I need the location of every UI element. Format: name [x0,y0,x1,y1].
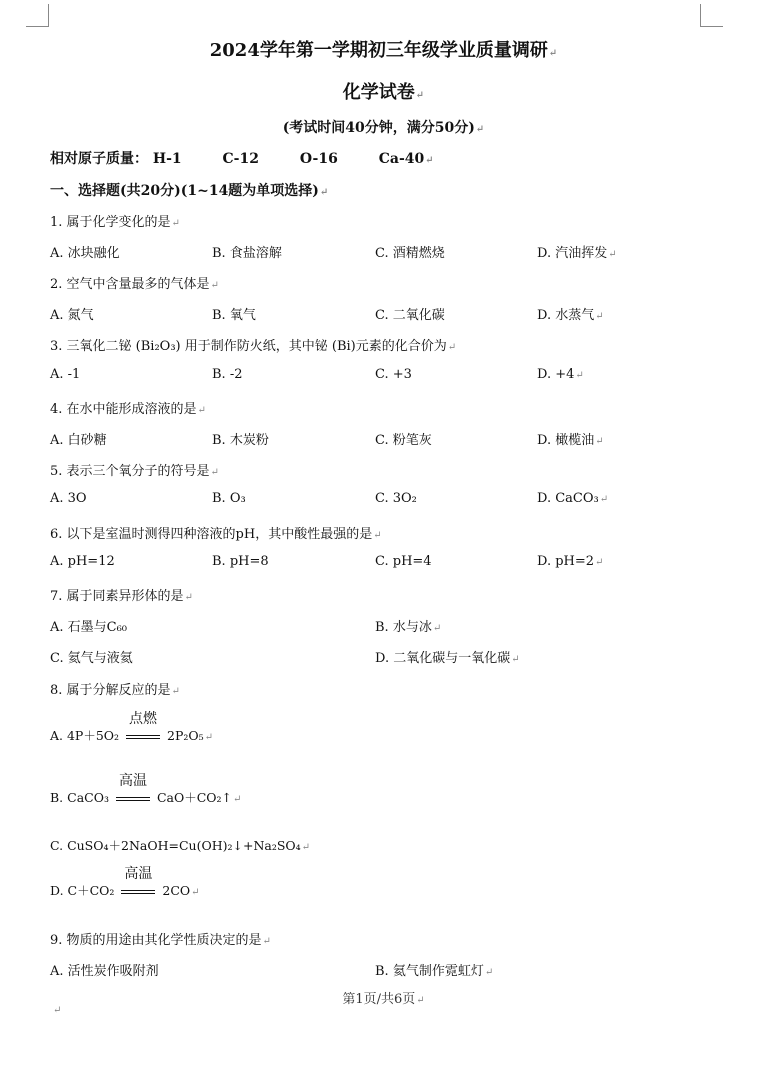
question-8-stem: 8. 属于分解反应的是↵ [50,683,180,698]
q2-option-d: D. 水蒸气↵ [537,308,604,323]
q3-option-a: A. -1 [50,367,81,382]
corner-mark-right [700,4,723,27]
q1-option-a: A. 冰块融化 [50,246,120,261]
q8-option-c: C. CuSO₄＋2NaOH=Cu(OH)₂↓+Na₂SO₄↵ [50,838,311,853]
q8-option-b: B. CaCO₃ 高温 CaO＋CO₂↑↵ [50,788,241,806]
q1-option-b: B. 食盐溶解 [212,246,282,261]
question-3-stem: 3. 三氧化二铋 (Bi₂O₃) 用于制作防火纸，其中铋 (Bi)元素的化合价为↵ [50,339,457,354]
q7-option-b: B. 水与冰↵ [375,620,442,635]
q5-option-c: C. 3O₂ [375,491,417,506]
q5-option-a: A. 3O [50,491,87,506]
question-1-stem: 1. 属于化学变化的是↵ [50,215,180,230]
question-2-stem: 2. 空气中含量最多的气体是↵ [50,277,219,292]
question-7-stem: 7. 属于同素异形体的是↵ [50,589,193,604]
paragraph-mark: ↵ [53,1005,62,1016]
q1-option-c: C. 酒精燃烧 [375,246,445,261]
q1-option-d: D. 汽油挥发↵ [537,246,617,261]
q2-option-a: A. 氮气 [50,308,94,323]
q8-option-d: D. C＋CO₂ 高温 2CO↵ [50,881,200,899]
question-9-stem: 9. 物质的用途由其化学性质决定的是↵ [50,933,271,948]
section-heading: 一、选择题(共20分)(1~14题为单项选择)↵ [50,183,329,199]
q5-option-d: D. CaCO₃↵ [537,491,609,506]
reaction-condition: 高温 [118,773,147,789]
q4-option-d: D. 橄榄油↵ [537,433,604,448]
q7-option-d: D. 二氧化碳与一氧化碳↵ [375,651,520,666]
question-5-stem: 5. 表示三个氧分子的符号是↵ [50,464,219,479]
page-footer: 第1页/共6页↵ [342,992,425,1007]
q5-option-b: B. O₃ [212,491,246,506]
q8-option-a: A. 4P＋5O₂ 点燃 2P₂O₅↵ [50,726,213,744]
q3-option-c: C. +3 [375,367,412,382]
q3-option-b: B. -2 [212,367,243,382]
q7-option-c: C. 氦气与液氦 [50,651,133,666]
atomic-mass-o: O-16 [299,151,338,167]
reaction-condition: 点燃 [129,711,158,727]
atomic-mass-line: 相对原子质量： H-1 C-12 O-16 Ca-40↵ [50,151,434,167]
corner-mark-left [26,4,49,27]
q4-option-a: A. 白砂糖 [50,433,107,448]
atomic-mass-h: H-1 [152,151,182,167]
q4-option-b: B. 木炭粉 [212,433,269,448]
q3-option-d: D. +4↵ [537,367,584,382]
q4-option-c: C. 粉笔灰 [375,433,432,448]
exam-info: (考试时间40分钟，满分50分)↵ [282,120,485,136]
question-6-stem: 6. 以下是室温时测得四种溶液的pH，其中酸性最强的是↵ [50,527,382,542]
q9-option-a: A. 活性炭作吸附剂 [50,964,159,979]
q6-option-b: B. pH=8 [212,554,269,569]
question-4-stem: 4. 在水中能形成溶液的是↵ [50,402,206,417]
q9-option-b: B. 氦气制作霓虹灯↵ [375,964,494,979]
exam-subject: 化学试卷↵ [342,82,425,103]
reaction-condition: 高温 [124,866,153,882]
q7-option-a: A. 石墨与C₆₀ [50,620,128,635]
q6-option-a: A. pH=12 [50,554,115,569]
q2-option-c: C. 二氧化碳 [375,308,445,323]
atomic-mass-c: C-12 [222,151,259,167]
q2-option-b: B. 氧气 [212,308,256,323]
q6-option-c: C. pH=4 [375,554,432,569]
exam-title: 2024学年第一学期初三年级学业质量调研↵ [209,40,558,61]
atomic-mass-ca: Ca-40 [378,151,425,167]
q6-option-d: D. pH=2↵ [537,554,604,569]
